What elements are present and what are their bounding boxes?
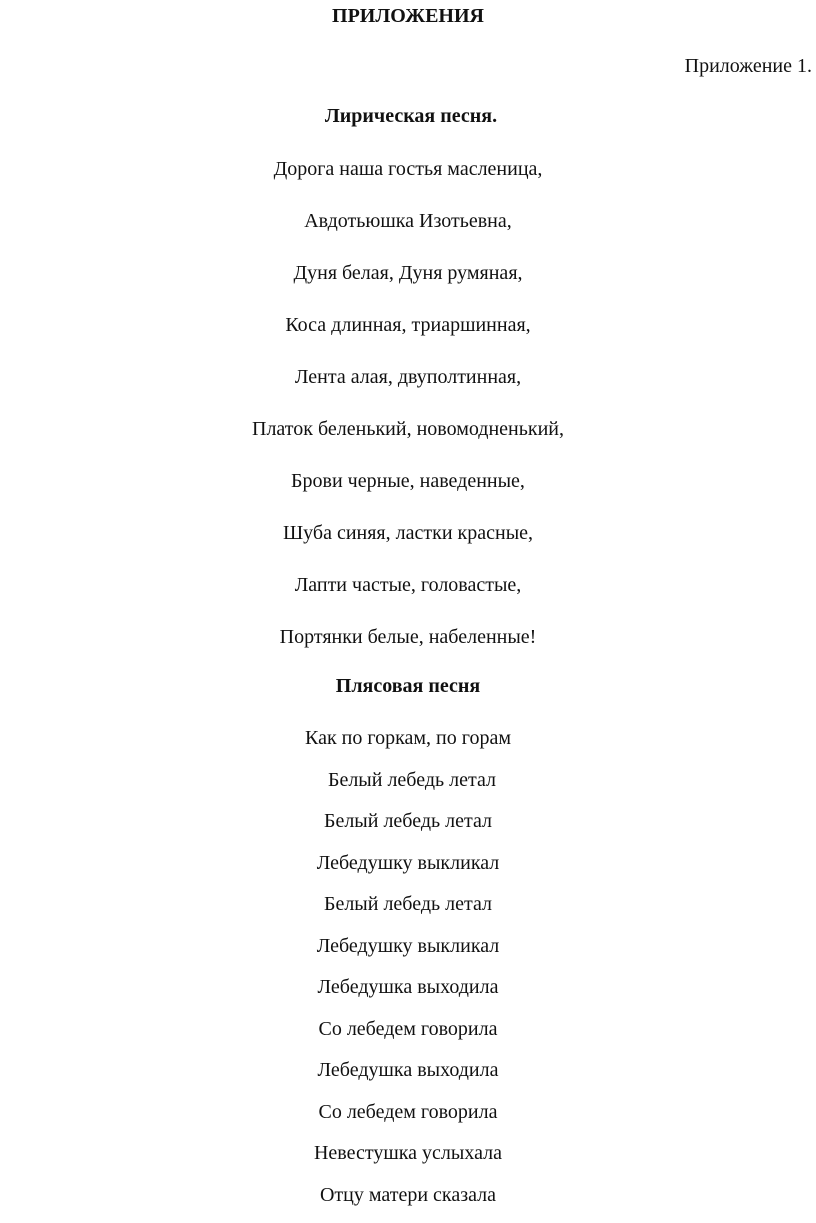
verse-line: Лебедушку выкликал [316,851,500,874]
verse-line: Платок беленький, новомодненький, [252,418,564,440]
verse-line: Дорога наша гостья масленица, [273,158,543,180]
section-title-lyrical-song: Лирическая песня. [324,105,498,127]
verse-line: Брови черные, наведенные, [291,470,525,492]
page-heading: ПРИЛОЖЕНИЯ [332,5,484,27]
appendix-label: Приложение 1. [684,55,812,77]
verse-line: Белый лебедь летал [323,893,493,915]
verse-line: Со лебедем говорила [318,1100,498,1123]
verse-line: Как по горкам, по горам [305,727,511,749]
dance-song-verse [0,724,816,1222]
verse-line: Невестушка услыхала [313,1142,502,1164]
verse-line: Отцу матери сказала [319,1183,497,1206]
verse-line: Лебедушка выходила [317,1059,499,1081]
verse-line: Лебедушка выходила [317,976,499,998]
verse-line: Лента алая, двуполтинная, [294,366,522,388]
verse-line: Лебедушку выкликал [316,934,500,957]
verse-line: Со лебедем говорила [318,1017,498,1040]
verse-line: Лапти частые, головастые, [294,574,522,596]
lyrical-song-verse [0,155,816,675]
verse-line: Коса длинная, триаршинная, [285,314,531,336]
section-title-dance-song: Плясовая песня [335,675,481,697]
verse-line: Дуня белая, Дуня румяная, [293,262,523,284]
verse-line: Белый лебедь летал [327,768,497,791]
verse-line: Портянки белые, набеленные! [279,626,537,648]
verse-line: Авдотьюшка Изотьевна, [304,210,512,232]
verse-line: Шуба синяя, ластки красные, [282,522,534,544]
verse-line: Белый лебедь летал [323,810,493,832]
